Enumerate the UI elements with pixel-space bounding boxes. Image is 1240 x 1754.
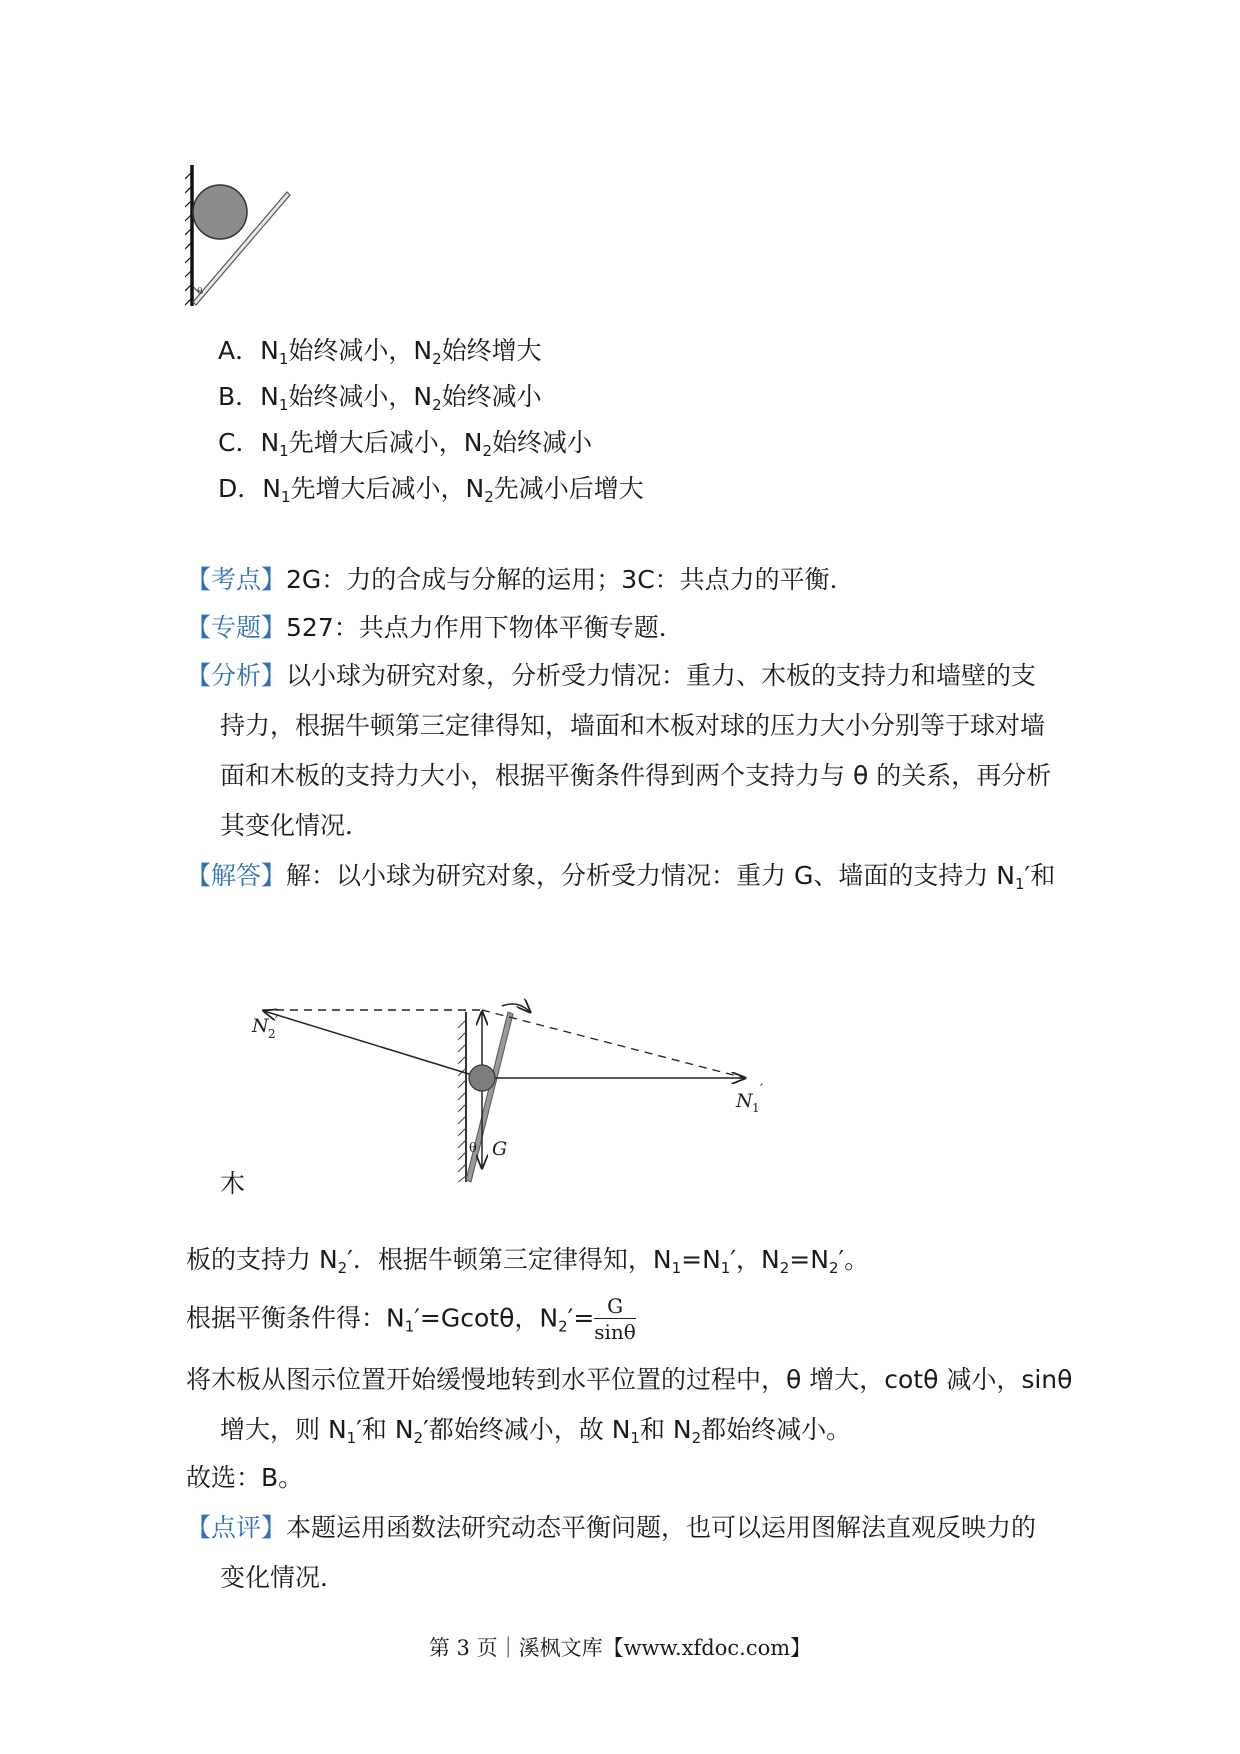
label-n1: N <box>736 1090 753 1112</box>
zhuanti-line: 【专题】527：共点力作用下物体平衡专题． <box>186 613 684 642</box>
dianping-tag: 【点评】 <box>186 1513 287 1542</box>
label-theta: θ <box>469 1141 477 1156</box>
jieda-line-5: 增大，则 $N_1'$和 $N_2'$都始终减小，故 $N_1$和 $N_2$都始终减小。 <box>220 1415 852 1447</box>
label-n2-prime: ′ <box>275 1014 279 1030</box>
kaodian-tag: 【考点】 <box>186 565 287 594</box>
jieda-line-2: 板的支持力 $N_2'$．根据牛顿第三定律得知，$N_1=N_1'$，$N_2=N_2'$。 <box>186 1245 870 1277</box>
label-n1-sub: 1 <box>752 1101 760 1115</box>
option-c: C．$N_1$先增大后减小，$N_2$始终减小 <box>218 428 592 460</box>
option-a: A．$N_1$始终减小，$N_2$始终增大 <box>218 336 542 368</box>
kaodian-line: 【考点】2G：力的合成与分解的运用；3C：共点力的平衡． <box>186 565 855 594</box>
fraction-g-over-sin: $\frac{G}{\sin\theta}$ <box>594 1294 636 1344</box>
page-footer: 第 3 页｜溪枫文库【www.xfdoc.com】 <box>428 1636 812 1660</box>
label-n2: N <box>252 1015 269 1037</box>
svg-text:θ: θ <box>197 287 203 297</box>
jieda-line-3: 根据平衡条件得：$N_1'=Gcot\theta$，$N_2'=$ $\frac{G}{\sin\theta}$ <box>186 1294 636 1344</box>
jieda-line-1: 【解答】解：以小球为研究对象，分析受力情况：重力 G、墙面的支持力 $N_1'$和 <box>186 861 1056 893</box>
fenxi-line-4: 其变化情况． <box>220 811 371 840</box>
label-n2-sub: 2 <box>268 1027 276 1041</box>
jieda-tag: 【解答】 <box>186 861 287 890</box>
answer-line: 故选：B。 <box>186 1463 304 1492</box>
zhuanti-tag: 【专题】 <box>186 613 287 642</box>
fenxi-line-3: 面和木板的支持力大小，根据平衡条件得到两个支持力与 θ 的关系，再分析 <box>220 761 1052 790</box>
fenxi-line-2: 持力，根据牛顿第三定律得知，墙面和木板对球的压力大小分别等于球对墙 <box>220 711 1046 740</box>
figure-ball-wall-board <box>185 160 295 310</box>
figure-force-diagram <box>240 990 780 1190</box>
option-b: B．$N_1$始终减小，$N_2$始终减小 <box>218 382 542 414</box>
jieda-line-4: 将木板从图示位置开始缓慢地转到水平位置的过程中，θ 增大，cotθ 减小，sinθ <box>186 1365 1073 1394</box>
option-d: D．$N_1$先增大后减小，$N_2$先减小后增大 <box>218 474 644 506</box>
dianping-line-1: 【点评】本题运用函数法研究动态平衡问题，也可以运用图解法直观反映力的 <box>186 1513 1037 1542</box>
label-n1-prime: ′ <box>760 1082 764 1098</box>
label-g: G <box>492 1138 508 1160</box>
fenxi-tag: 【分析】 <box>186 661 287 690</box>
dianping-line-2: 变化情况． <box>220 1563 346 1592</box>
fenxi-line-1: 【分析】以小球为研究对象，分析受力情况：重力、木板的支持力和墙壁的支 <box>186 661 1037 690</box>
jieda-mu: 木 <box>220 1169 246 1198</box>
